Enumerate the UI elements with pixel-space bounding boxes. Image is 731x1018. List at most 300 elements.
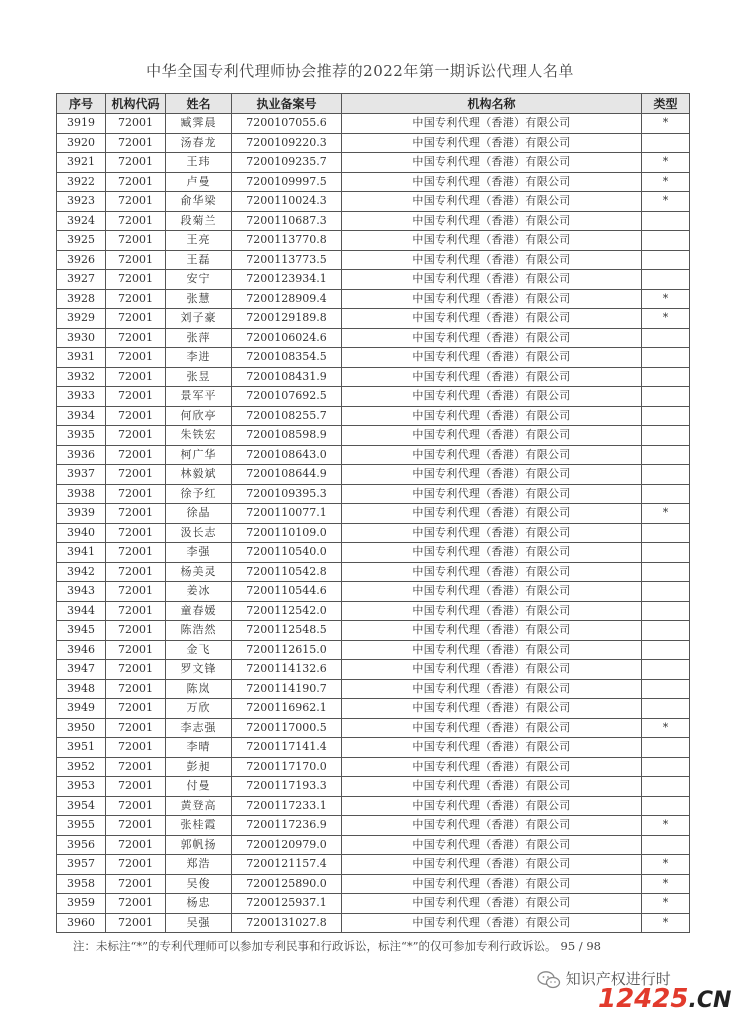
cell-filing-number: 7200109220.3 (232, 133, 342, 153)
cell-filing-number: 7200109997.5 (232, 172, 342, 192)
cell-org-name: 中国专利代理（香港）有限公司 (342, 465, 642, 485)
cell-type (642, 835, 690, 855)
cell-type: * (642, 309, 690, 329)
table-row (57, 777, 690, 797)
header-name: 姓名 (166, 94, 232, 114)
cell-org-code: 72001 (106, 387, 166, 407)
cell-filing-number: 7200117193.3 (232, 777, 342, 797)
cell-name: 郑浩 (166, 855, 232, 875)
cell-seq: 3942 (57, 562, 106, 582)
cell-filing-number: 7200117000.5 (232, 718, 342, 738)
cell-seq: 3943 (57, 582, 106, 602)
cell-name: 卢曼 (166, 172, 232, 192)
cell-org-name: 中国专利代理（香港）有限公司 (342, 777, 642, 797)
cell-org-name: 中国专利代理（香港）有限公司 (342, 699, 642, 719)
cell-filing-number: 7200110542.8 (232, 562, 342, 582)
cell-name: 汤春龙 (166, 133, 232, 153)
cell-filing-number: 7200113770.8 (232, 231, 342, 251)
cell-org-code: 72001 (106, 543, 166, 563)
cell-org-code: 72001 (106, 426, 166, 446)
cell-filing-number: 7200114190.7 (232, 679, 342, 699)
cell-seq: 3958 (57, 874, 106, 894)
cell-name: 金飞 (166, 640, 232, 660)
cell-type: * (642, 153, 690, 173)
cell-name: 付曼 (166, 777, 232, 797)
cell-seq: 3950 (57, 718, 106, 738)
cell-type (642, 348, 690, 368)
cell-name: 黄登高 (166, 796, 232, 816)
cell-seq: 3956 (57, 835, 106, 855)
cell-type (642, 231, 690, 251)
cell-name: 吴俊 (166, 874, 232, 894)
cell-filing-number: 7200108598.9 (232, 426, 342, 446)
table-row (57, 543, 690, 563)
cell-seq: 3925 (57, 231, 106, 251)
cell-org-name: 中国专利代理（香港）有限公司 (342, 309, 642, 329)
cell-type (642, 484, 690, 504)
cell-name: 张慧 (166, 289, 232, 309)
cell-name: 刘子豪 (166, 309, 232, 329)
cell-name: 姜冰 (166, 582, 232, 602)
cell-org-name: 中国专利代理（香港）有限公司 (342, 211, 642, 231)
cell-type (642, 640, 690, 660)
cell-filing-number: 7200106024.6 (232, 328, 342, 348)
cell-type (642, 523, 690, 543)
table-row (57, 114, 690, 134)
cell-filing-number: 7200112615.0 (232, 640, 342, 660)
cell-seq: 3923 (57, 192, 106, 212)
cell-name: 景军平 (166, 387, 232, 407)
cell-filing-number: 7200109235.7 (232, 153, 342, 173)
cell-filing-number: 7200120979.0 (232, 835, 342, 855)
table-header-row (57, 94, 690, 114)
table-row (57, 523, 690, 543)
cell-type: * (642, 192, 690, 212)
cell-org-code: 72001 (106, 465, 166, 485)
cell-seq: 3941 (57, 543, 106, 563)
cell-type (642, 757, 690, 777)
cell-org-code: 72001 (106, 250, 166, 270)
cell-name: 张桂霞 (166, 816, 232, 836)
cell-org-name: 中国专利代理（香港）有限公司 (342, 270, 642, 290)
wechat-icon (537, 971, 561, 989)
cell-org-code: 72001 (106, 172, 166, 192)
cell-type: * (642, 172, 690, 192)
cell-name: 俞华梁 (166, 192, 232, 212)
cell-seq: 3937 (57, 465, 106, 485)
header-org-name: 机构名称 (342, 94, 642, 114)
header-filing-number: 执业备案号 (232, 94, 342, 114)
cell-filing-number: 7200108255.7 (232, 406, 342, 426)
cell-org-code: 72001 (106, 796, 166, 816)
table-row (57, 855, 690, 875)
cell-filing-number: 7200108354.5 (232, 348, 342, 368)
cell-filing-number: 7200108643.0 (232, 445, 342, 465)
cell-type: * (642, 289, 690, 309)
cell-org-name: 中国专利代理（香港）有限公司 (342, 855, 642, 875)
roster-body (57, 114, 690, 933)
cell-filing-number: 7200117236.9 (232, 816, 342, 836)
cell-seq: 3938 (57, 484, 106, 504)
cell-org-code: 72001 (106, 757, 166, 777)
cell-type (642, 601, 690, 621)
cell-type (642, 465, 690, 485)
cell-seq: 3933 (57, 387, 106, 407)
cell-org-name: 中国专利代理（香港）有限公司 (342, 621, 642, 641)
cell-org-code: 72001 (106, 114, 166, 134)
cell-type (642, 699, 690, 719)
cell-org-name: 中国专利代理（香港）有限公司 (342, 289, 642, 309)
table-row (57, 465, 690, 485)
cell-name: 陈浩然 (166, 621, 232, 641)
cell-filing-number: 7200109395.3 (232, 484, 342, 504)
cell-org-code: 72001 (106, 699, 166, 719)
cell-seq: 3949 (57, 699, 106, 719)
cell-org-code: 72001 (106, 874, 166, 894)
cell-seq: 3954 (57, 796, 106, 816)
table-row (57, 562, 690, 582)
table-row (57, 367, 690, 387)
cell-org-code: 72001 (106, 484, 166, 504)
logo-suffix: .CN (688, 988, 731, 1013)
cell-name: 彭昶 (166, 757, 232, 777)
cell-seq: 3928 (57, 289, 106, 309)
cell-org-code: 72001 (106, 153, 166, 173)
cell-filing-number: 7200129189.8 (232, 309, 342, 329)
cell-org-name: 中国专利代理（香港）有限公司 (342, 387, 642, 407)
cell-filing-number: 7200112548.5 (232, 621, 342, 641)
table-row (57, 426, 690, 446)
cell-org-name: 中国专利代理（香港）有限公司 (342, 367, 642, 387)
logo-number: 12425 (598, 984, 689, 1014)
cell-type: * (642, 504, 690, 524)
footnote-text: 注：未标注“*”的专利代理师可以参加专利民事和行政诉讼，标注“*”的仅可参加专利行政诉讼。 (73, 939, 557, 953)
cell-org-name: 中国专利代理（香港）有限公司 (342, 231, 642, 251)
cell-name: 安宁 (166, 270, 232, 290)
table-row (57, 816, 690, 836)
cell-seq: 3922 (57, 172, 106, 192)
cell-name: 万欣 (166, 699, 232, 719)
cell-org-name: 中国专利代理（香港）有限公司 (342, 913, 642, 933)
cell-org-code: 72001 (106, 231, 166, 251)
table-row (57, 406, 690, 426)
cell-org-code: 72001 (106, 367, 166, 387)
cell-type (642, 621, 690, 641)
cell-type (642, 660, 690, 680)
cell-filing-number: 7200108644.9 (232, 465, 342, 485)
cell-seq: 3953 (57, 777, 106, 797)
cell-org-code: 72001 (106, 192, 166, 212)
header-seq: 序号 (57, 94, 106, 114)
cell-org-code: 72001 (106, 406, 166, 426)
table-row (57, 660, 690, 680)
cell-name: 童春媛 (166, 601, 232, 621)
cell-filing-number: 7200131027.8 (232, 913, 342, 933)
table-row (57, 270, 690, 290)
cell-type (642, 426, 690, 446)
cell-org-code: 72001 (106, 133, 166, 153)
table-row (57, 621, 690, 641)
table-row (57, 153, 690, 173)
cell-org-name: 中国专利代理（香港）有限公司 (342, 582, 642, 602)
cell-org-name: 中国专利代理（香港）有限公司 (342, 738, 642, 758)
cell-type (642, 777, 690, 797)
cell-org-name: 中国专利代理（香港）有限公司 (342, 601, 642, 621)
cell-org-name: 中国专利代理（香港）有限公司 (342, 835, 642, 855)
cell-org-name: 中国专利代理（香港）有限公司 (342, 445, 642, 465)
cell-org-name: 中国专利代理（香港）有限公司 (342, 484, 642, 504)
cell-filing-number: 7200123934.1 (232, 270, 342, 290)
cell-seq: 3946 (57, 640, 106, 660)
cell-filing-number: 7200110077.1 (232, 504, 342, 524)
cell-org-name: 中国专利代理（香港）有限公司 (342, 153, 642, 173)
cell-org-name: 中国专利代理（香港）有限公司 (342, 894, 642, 914)
cell-filing-number: 7200125890.0 (232, 874, 342, 894)
table-row (57, 348, 690, 368)
cell-org-code: 72001 (106, 679, 166, 699)
cell-seq: 3936 (57, 445, 106, 465)
cell-name: 柯广华 (166, 445, 232, 465)
cell-org-name: 中国专利代理（香港）有限公司 (342, 874, 642, 894)
cell-org-code: 72001 (106, 718, 166, 738)
cell-type (642, 679, 690, 699)
table-row (57, 679, 690, 699)
cell-filing-number: 7200110109.0 (232, 523, 342, 543)
cell-org-name: 中国专利代理（香港）有限公司 (342, 796, 642, 816)
cell-seq: 3920 (57, 133, 106, 153)
cell-seq: 3947 (57, 660, 106, 680)
cell-org-code: 72001 (106, 621, 166, 641)
table-row (57, 913, 690, 933)
table-row (57, 699, 690, 719)
cell-type: * (642, 874, 690, 894)
cell-name: 李晴 (166, 738, 232, 758)
cell-type: * (642, 913, 690, 933)
cell-name: 王亮 (166, 231, 232, 251)
cell-org-name: 中国专利代理（香港）有限公司 (342, 192, 642, 212)
cell-seq: 3944 (57, 601, 106, 621)
cell-seq: 3960 (57, 913, 106, 933)
cell-type: * (642, 114, 690, 134)
cell-name: 徐晶 (166, 504, 232, 524)
cell-org-code: 72001 (106, 816, 166, 836)
cell-type: * (642, 894, 690, 914)
cell-name: 杨忠 (166, 894, 232, 914)
cell-org-code: 72001 (106, 835, 166, 855)
cell-filing-number: 7200116962.1 (232, 699, 342, 719)
cell-type (642, 406, 690, 426)
cell-type: * (642, 718, 690, 738)
page-title: 中华全国专利代理师协会推荐的2022年第一期诉讼代理人名单 (146, 62, 574, 80)
cell-filing-number: 7200107055.6 (232, 114, 342, 134)
site-logo (598, 984, 731, 1014)
cell-org-code: 72001 (106, 738, 166, 758)
cell-org-name: 中国专利代理（香港）有限公司 (342, 660, 642, 680)
cell-seq: 3957 (57, 855, 106, 875)
cell-org-name: 中国专利代理（香港）有限公司 (342, 133, 642, 153)
cell-seq: 3945 (57, 621, 106, 641)
cell-type (642, 543, 690, 563)
table-row (57, 289, 690, 309)
cell-type: * (642, 816, 690, 836)
cell-name: 王玮 (166, 153, 232, 173)
cell-org-name: 中国专利代理（香港）有限公司 (342, 718, 642, 738)
table-row (57, 484, 690, 504)
table-row (57, 231, 690, 251)
cell-filing-number: 7200117170.0 (232, 757, 342, 777)
cell-org-code: 72001 (106, 777, 166, 797)
table-row (57, 640, 690, 660)
cell-type (642, 270, 690, 290)
cell-org-name: 中国专利代理（香港）有限公司 (342, 640, 642, 660)
cell-seq: 3948 (57, 679, 106, 699)
cell-org-code: 72001 (106, 640, 166, 660)
cell-name: 张昱 (166, 367, 232, 387)
table-row (57, 211, 690, 231)
table-row (57, 309, 690, 329)
cell-seq: 3940 (57, 523, 106, 543)
cell-org-code: 72001 (106, 582, 166, 602)
cell-name: 罗文锋 (166, 660, 232, 680)
cell-type (642, 562, 690, 582)
cell-org-name: 中国专利代理（香港）有限公司 (342, 426, 642, 446)
cell-type (642, 796, 690, 816)
cell-type: * (642, 855, 690, 875)
cell-name: 陈岚 (166, 679, 232, 699)
cell-name: 段菊兰 (166, 211, 232, 231)
cell-seq: 3931 (57, 348, 106, 368)
cell-filing-number: 7200125937.1 (232, 894, 342, 914)
table-row (57, 192, 690, 212)
cell-seq: 3955 (57, 816, 106, 836)
table-row (57, 835, 690, 855)
cell-name: 李强 (166, 543, 232, 563)
cell-type (642, 133, 690, 153)
cell-org-code: 72001 (106, 270, 166, 290)
cell-org-name: 中国专利代理（香港）有限公司 (342, 328, 642, 348)
cell-name: 汲长志 (166, 523, 232, 543)
cell-name: 郭帆扬 (166, 835, 232, 855)
cell-org-name: 中国专利代理（香港）有限公司 (342, 523, 642, 543)
table-row (57, 796, 690, 816)
cell-org-code: 72001 (106, 328, 166, 348)
cell-type (642, 367, 690, 387)
cell-org-name: 中国专利代理（香港）有限公司 (342, 172, 642, 192)
cell-filing-number: 7200113773.5 (232, 250, 342, 270)
cell-seq: 3919 (57, 114, 106, 134)
table-row (57, 250, 690, 270)
table-row (57, 582, 690, 602)
cell-org-code: 72001 (106, 894, 166, 914)
roster-table (56, 93, 690, 933)
cell-org-code: 72001 (106, 660, 166, 680)
cell-org-name: 中国专利代理（香港）有限公司 (342, 543, 642, 563)
cell-org-code: 72001 (106, 348, 166, 368)
cell-filing-number: 7200121157.4 (232, 855, 342, 875)
cell-org-code: 72001 (106, 913, 166, 933)
cell-filing-number: 7200110024.3 (232, 192, 342, 212)
table-row (57, 601, 690, 621)
cell-org-name: 中国专利代理（香港）有限公司 (342, 504, 642, 524)
cell-org-code: 72001 (106, 211, 166, 231)
table-row (57, 172, 690, 192)
cell-filing-number: 7200108431.9 (232, 367, 342, 387)
cell-name: 何欣亭 (166, 406, 232, 426)
cell-name: 张萍 (166, 328, 232, 348)
cell-filing-number: 7200128909.4 (232, 289, 342, 309)
cell-name: 臧霁晨 (166, 114, 232, 134)
cell-name: 朱铁宏 (166, 426, 232, 446)
cell-seq: 3930 (57, 328, 106, 348)
cell-seq: 3959 (57, 894, 106, 914)
cell-org-code: 72001 (106, 309, 166, 329)
cell-org-name: 中国专利代理（香港）有限公司 (342, 816, 642, 836)
cell-org-name: 中国专利代理（香港）有限公司 (342, 348, 642, 368)
cell-org-name: 中国专利代理（香港）有限公司 (342, 679, 642, 699)
table-row (57, 757, 690, 777)
cell-org-name: 中国专利代理（香港）有限公司 (342, 757, 642, 777)
table-row (57, 133, 690, 153)
cell-type (642, 738, 690, 758)
cell-org-name: 中国专利代理（香港）有限公司 (342, 114, 642, 134)
cell-org-code: 72001 (106, 289, 166, 309)
cell-name: 李进 (166, 348, 232, 368)
cell-org-name: 中国专利代理（香港）有限公司 (342, 406, 642, 426)
cell-filing-number: 7200114132.6 (232, 660, 342, 680)
cell-filing-number: 7200117233.1 (232, 796, 342, 816)
cell-org-code: 72001 (106, 562, 166, 582)
cell-seq: 3926 (57, 250, 106, 270)
cell-name: 王磊 (166, 250, 232, 270)
table-row (57, 328, 690, 348)
cell-org-code: 72001 (106, 523, 166, 543)
cell-name: 林毅斌 (166, 465, 232, 485)
cell-org-code: 72001 (106, 504, 166, 524)
cell-seq: 3929 (57, 309, 106, 329)
cell-seq: 3932 (57, 367, 106, 387)
table-row (57, 445, 690, 465)
wechat-label: 知识产权进行时 (565, 970, 671, 988)
cell-org-code: 72001 (106, 445, 166, 465)
cell-seq: 3951 (57, 738, 106, 758)
table-row (57, 894, 690, 914)
cell-seq: 3924 (57, 211, 106, 231)
cell-seq: 3934 (57, 406, 106, 426)
table-row (57, 504, 690, 524)
page-number: 95 / 98 (560, 939, 601, 953)
cell-filing-number: 7200117141.4 (232, 738, 342, 758)
cell-name: 杨美灵 (166, 562, 232, 582)
cell-org-code: 72001 (106, 855, 166, 875)
table-row (57, 874, 690, 894)
cell-seq: 3939 (57, 504, 106, 524)
cell-org-name: 中国专利代理（香港）有限公司 (342, 562, 642, 582)
cell-seq: 3952 (57, 757, 106, 777)
cell-type (642, 328, 690, 348)
header-org-code: 机构代码 (106, 94, 166, 114)
cell-org-name: 中国专利代理（香港）有限公司 (342, 250, 642, 270)
cell-name: 徐予红 (166, 484, 232, 504)
table-row (57, 387, 690, 407)
cell-type (642, 250, 690, 270)
cell-seq: 3935 (57, 426, 106, 446)
table-row (57, 738, 690, 758)
cell-name: 吴强 (166, 913, 232, 933)
cell-type (642, 582, 690, 602)
cell-filing-number: 7200112542.0 (232, 601, 342, 621)
footnote (73, 938, 601, 954)
cell-type (642, 211, 690, 231)
